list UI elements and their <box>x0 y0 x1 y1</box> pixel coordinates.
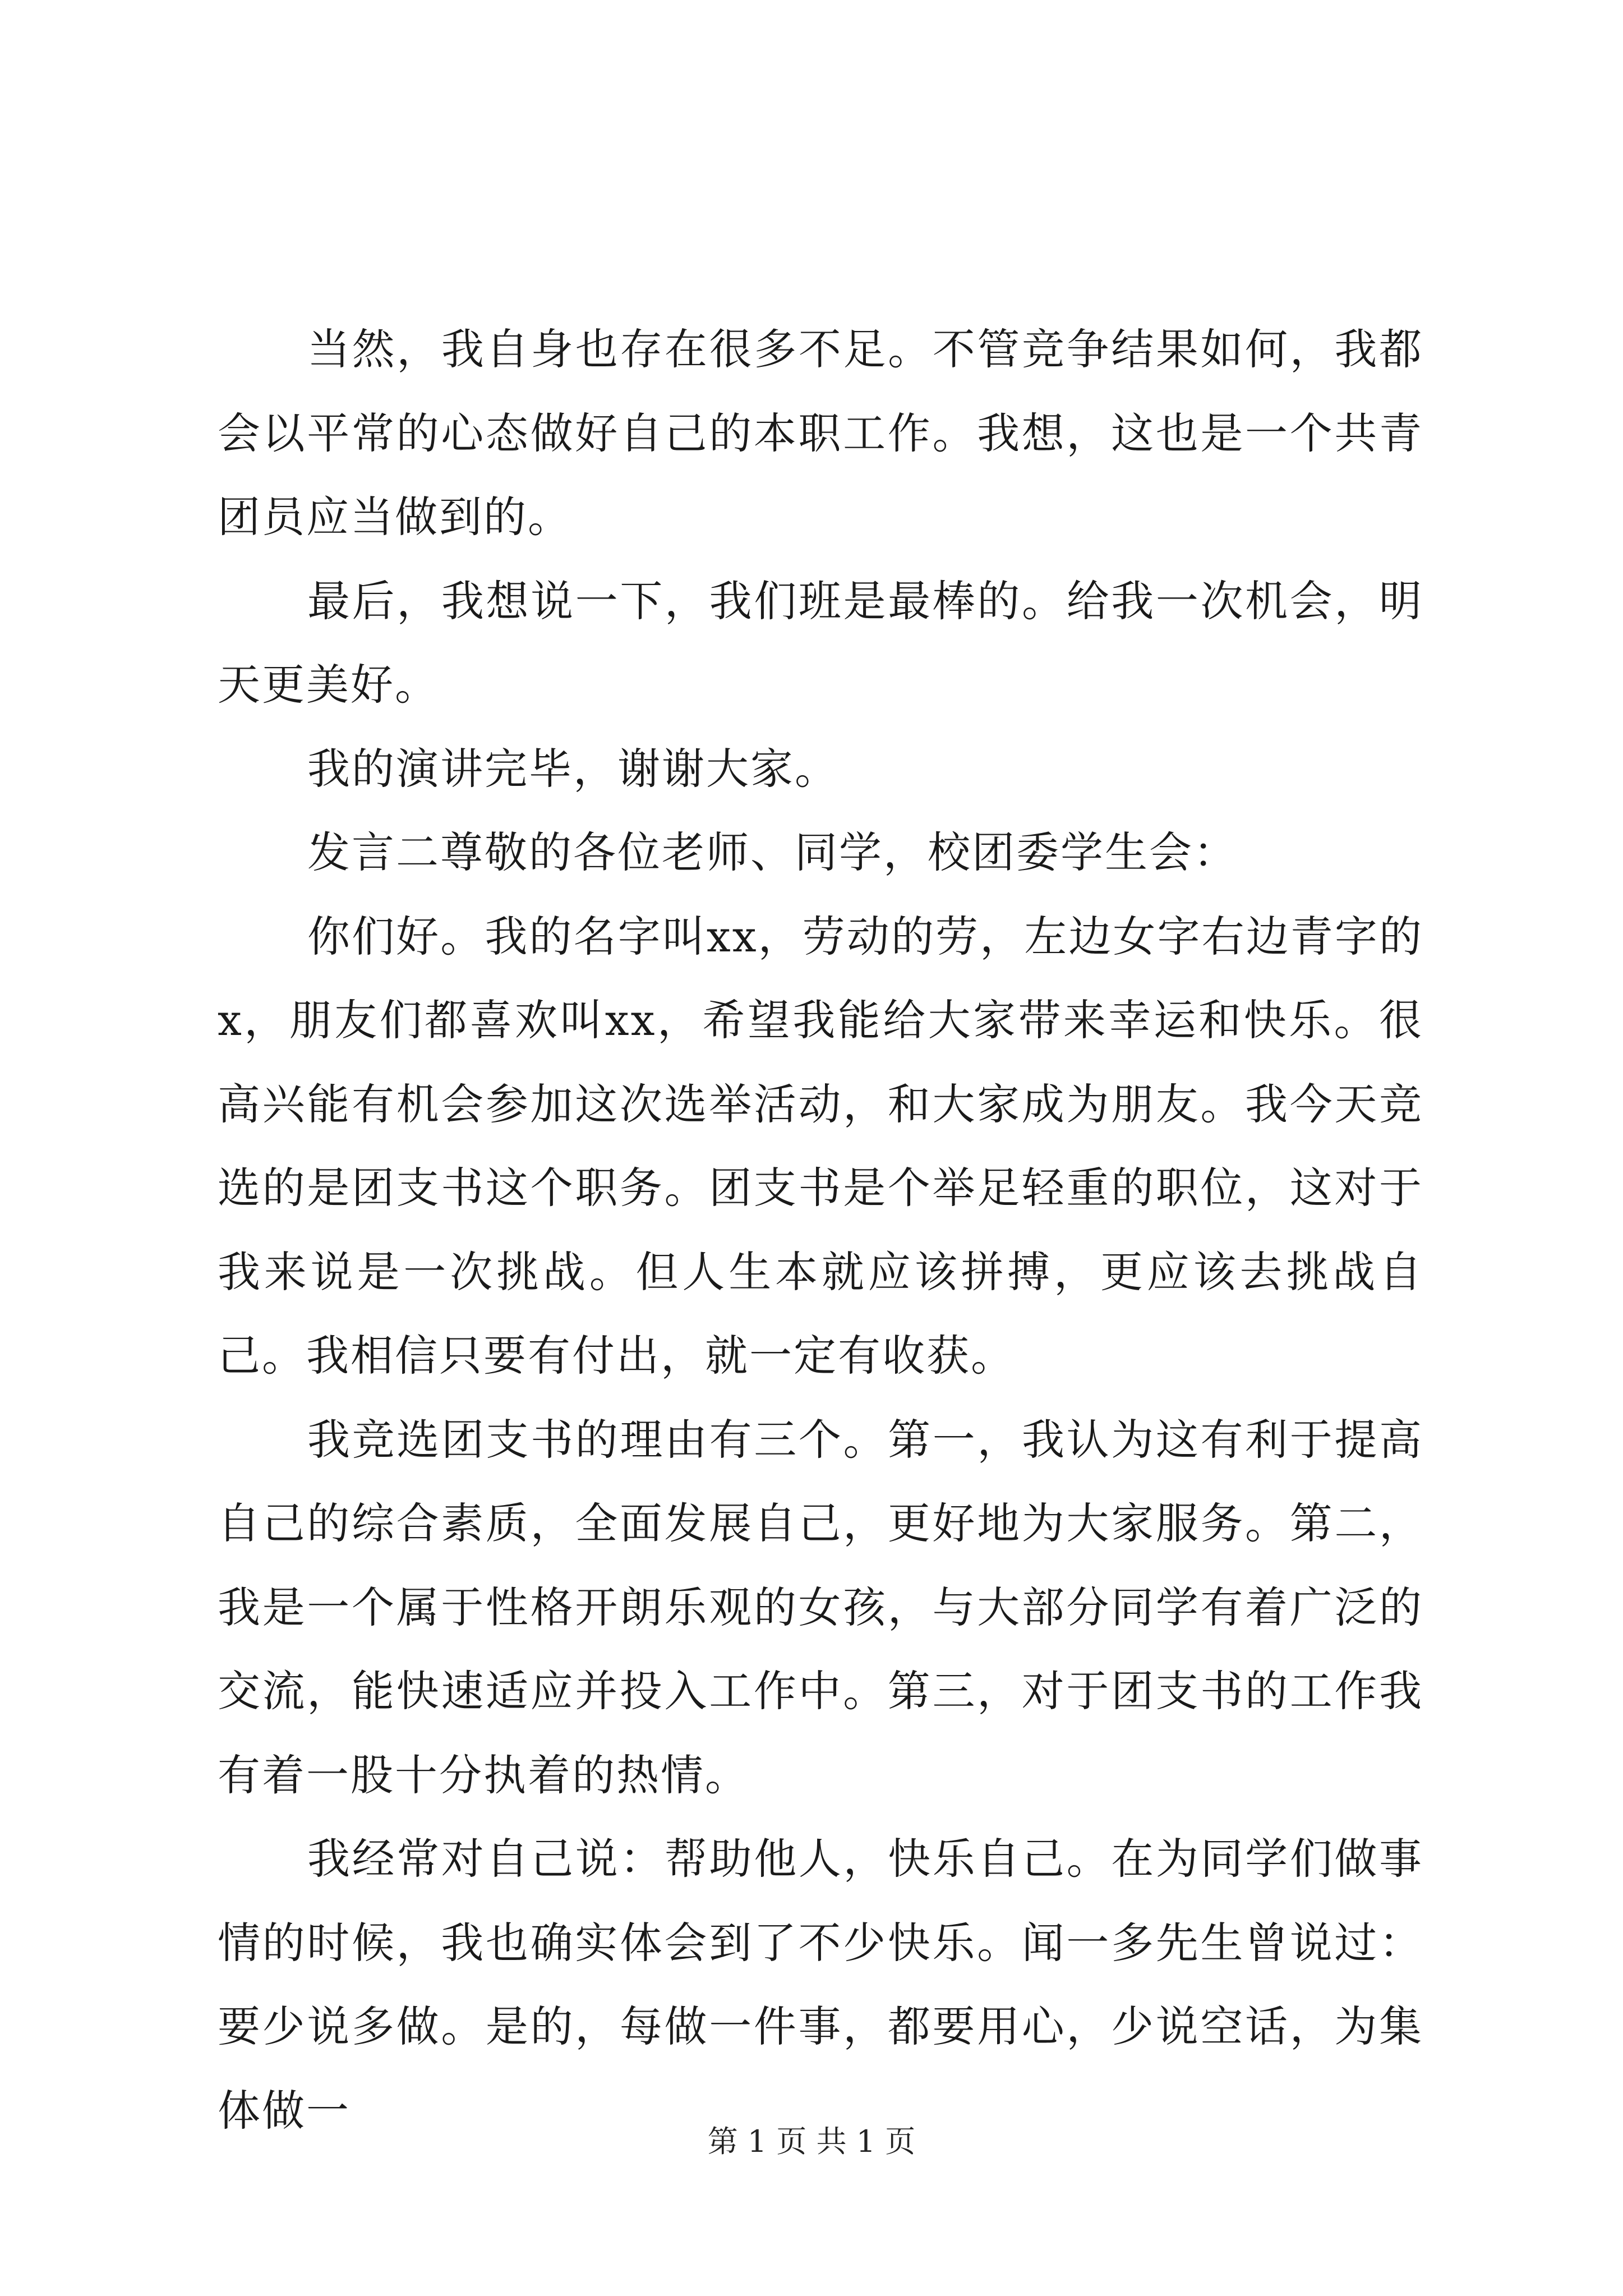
page-footer: 第 1 页 共 1 页 <box>707 2124 916 2159</box>
document-body <box>218 307 1423 2152</box>
paragraph: 我经常对自己说：帮助他人，快乐自己。在为同学们做事情的时候，我也确实体会到了不少快乐。闻一多先生曾说过：要少说多做。是的，每做一件事，都要用心，少说空话，为集体做一 <box>218 1834 1423 2136</box>
paragraph: 最后，我想说一下，我们班是最棒的。给我一次机会，明天更美好。 <box>218 576 1423 710</box>
paragraph: 当然，我自身也存在很多不足。不管竞争结果如何，我都会以平常的心态做好自己的本职工作。我想，这也是一个共青团员应当做到的。 <box>218 324 1423 542</box>
paragraph: 你们好。我的名字叫xx，劳动的劳，左边女字右边青字的x，朋友们都喜欢叫xx，希望我能给大家带来幸运和快乐。很高兴能有机会参加这次选举活动，和大家成为朋友。我今天竞选的是团支书这个职务。团支书是个举足轻重的职位，这对于我来说是一次挑战。但人生本就应该拼搏，更应该去挑战自己。我相信只要有付出，就一定有收获。 <box>218 911 1423 1381</box>
paragraph: 发言二尊敬的各位老师、同学，校团委学生会： <box>307 827 1238 877</box>
paragraph: 我的演讲完毕，谢谢大家。 <box>307 743 839 794</box>
paragraph: 我竞选团支书的理由有三个。第一，我认为这有利于提高自己的综合素质，全面发展自己，更好地为大家服务。第二，我是一个属于性格开朗乐观的女孩，与大部分同学有着广泛的交流，能快速适应并投入工作中。第三，对于团支书的工作我有着一股十分执着的热情。 <box>218 1414 1423 1800</box>
